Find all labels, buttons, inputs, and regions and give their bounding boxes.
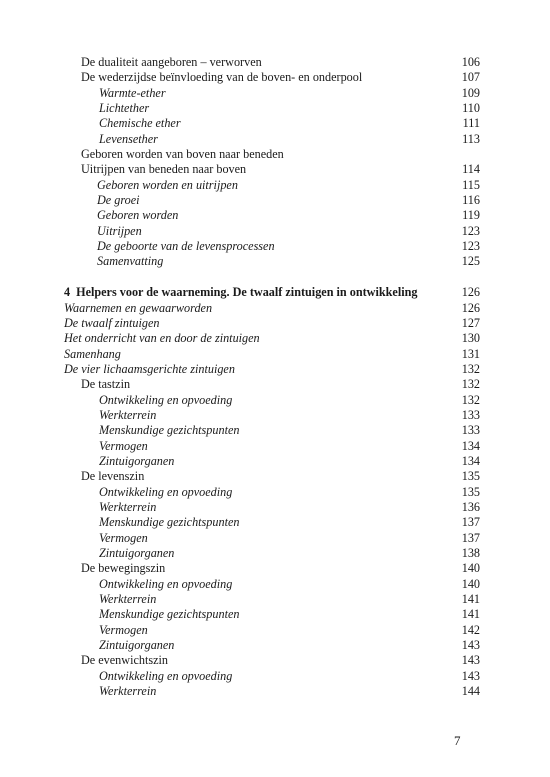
- toc-entry-title: Vermogen: [99, 622, 148, 637]
- toc-entry-page-number: 135: [461, 484, 480, 499]
- toc-entry: [64, 208, 480, 223]
- toc-entry-title: Zintuigorganen: [99, 546, 175, 560]
- toc-entry-page-number: 130: [461, 331, 480, 346]
- toc-entry: [64, 316, 480, 331]
- toc-entry: [64, 623, 480, 638]
- toc-entry-page-number: 119: [462, 208, 480, 223]
- toc-entry: [64, 239, 480, 254]
- table-of-contents: [64, 55, 480, 699]
- toc-entry-title: Werkterrein: [99, 499, 157, 514]
- toc-entry-page-number: 107: [461, 70, 480, 85]
- toc-entry: [64, 515, 480, 530]
- toc-entry-page-number: 133: [461, 407, 480, 422]
- toc-entry-title: Vermogen: [99, 530, 148, 545]
- section-gap: [64, 270, 480, 285]
- toc-entry-page-number: 110: [462, 101, 480, 116]
- toc-entry: [64, 55, 480, 70]
- toc-entry: [64, 101, 480, 116]
- toc-entry-title: Geboren worden: [97, 208, 179, 223]
- toc-entry-page-number: 135: [461, 469, 480, 484]
- toc-entry-page-number: 131: [461, 346, 480, 361]
- toc-entry-title: De groei: [97, 193, 140, 208]
- toc-entry: [64, 70, 480, 85]
- toc-entry-title: Chemische ether: [99, 116, 181, 131]
- toc-entry-title: Waarnemen en gewaarworden: [64, 300, 213, 315]
- toc-entry-title: De geboorte van de levensprocessen: [97, 239, 275, 254]
- toc-entry-page-number: 141: [461, 607, 480, 622]
- toc-entry: [64, 577, 480, 592]
- toc-entry: [64, 592, 480, 607]
- toc-entry-page-number: 126: [461, 300, 480, 315]
- toc-entry-title: De evenwichtszin: [81, 653, 168, 668]
- toc-entry-page-number: 137: [461, 515, 480, 530]
- toc-entry-title: Geboren worden van boven naar beneden: [81, 147, 284, 162]
- toc-entry: [64, 377, 480, 392]
- chapter-title: [64, 285, 417, 300]
- toc-entry: [64, 653, 480, 668]
- toc-entry-title: De dualiteit aangeboren – verworven: [81, 55, 262, 69]
- chapter-title-text: Helpers voor de waarneming. De twaalf zintuigen in ontwikkeling: [76, 285, 418, 300]
- toc-entry-title: De vier lichaamsgerichte zintuigen: [64, 361, 235, 376]
- toc-entry: [64, 393, 480, 408]
- toc-entry-title: Het onderricht van en door de zintuigen: [64, 331, 260, 346]
- toc-entry-page-number: 143: [461, 653, 480, 668]
- toc-entry-page-number: 134: [461, 438, 480, 453]
- toc-entry-page-number: 138: [461, 546, 480, 560]
- toc-entry-title: Werkterrein: [99, 684, 157, 699]
- toc-entry: [64, 301, 480, 316]
- toc-entry: [64, 193, 480, 208]
- page-number: 7: [454, 733, 461, 748]
- toc-entry: [64, 116, 480, 131]
- toc-entry-title: Samenhang: [64, 346, 121, 361]
- toc-entry: [64, 684, 480, 699]
- toc-entry-title: De bewegingszin: [81, 561, 166, 576]
- toc-entry-page-number: 123: [461, 239, 480, 254]
- toc-entry-title: Ontwikkeling en opvoeding: [99, 484, 233, 499]
- toc-entry: [64, 86, 480, 101]
- toc-entry-title: Warmte-ether: [99, 85, 166, 100]
- toc-entry-title: Werkterrein: [99, 592, 157, 607]
- toc-entry-title: Vermogen: [99, 438, 148, 453]
- toc-entry: [64, 669, 480, 684]
- toc-entry-page-number: 143: [461, 668, 480, 683]
- toc-chapter-heading: [64, 285, 480, 300]
- toc-entry: [64, 638, 480, 653]
- toc-entry: [64, 147, 480, 162]
- toc-entry-title: Uitrijpen: [97, 223, 142, 238]
- toc-entry: [64, 178, 480, 193]
- toc-entry-title: Menskundige gezichtspunten: [99, 607, 240, 622]
- toc-section-chapter-3-continued: [64, 55, 480, 270]
- toc-entry-page-number: 111: [462, 116, 480, 131]
- toc-entry-page-number: 133: [461, 423, 480, 438]
- toc-entry: [64, 607, 480, 622]
- toc-entry: [64, 362, 480, 377]
- toc-entry: [64, 423, 480, 438]
- toc-entry-page-number: 116: [462, 193, 480, 208]
- toc-entry-page-number: 136: [461, 499, 480, 514]
- toc-entry-page-number: 125: [461, 254, 480, 269]
- chapter-page-number: 126: [461, 285, 480, 300]
- toc-entry: [64, 254, 480, 269]
- toc-entry-page-number: 114: [462, 162, 480, 177]
- toc-entry-page-number: 132: [461, 361, 480, 376]
- toc-entry-page-number: 127: [461, 315, 480, 330]
- toc-entry-title: Geboren worden en uitrijpen: [97, 177, 238, 192]
- toc-entry-page-number: 113: [462, 131, 480, 146]
- toc-entry-page-number: 140: [461, 561, 480, 576]
- toc-entry-page-number: 142: [461, 622, 480, 637]
- toc-section-chapter-4: [64, 301, 480, 700]
- toc-entry-page-number: 140: [461, 576, 480, 591]
- toc-entry-title: Menskundige gezichtspunten: [99, 515, 240, 530]
- toc-entry: [64, 224, 480, 239]
- toc-entry-title: Zintuigorganen: [99, 453, 175, 468]
- toc-entry: [64, 546, 480, 561]
- toc-entry: [64, 561, 480, 576]
- toc-entry-page-number: 132: [461, 377, 480, 392]
- toc-entry: [64, 347, 480, 362]
- toc-entry-title: Zintuigorganen: [99, 638, 175, 653]
- toc-entry: [64, 132, 480, 147]
- toc-entry-title: Ontwikkeling en opvoeding: [99, 392, 233, 407]
- toc-entry-title: Ontwikkeling en opvoeding: [99, 668, 233, 683]
- toc-entry: [64, 408, 480, 423]
- toc-entry-title: Levensether: [99, 131, 158, 146]
- toc-entry: [64, 531, 480, 546]
- toc-entry-page-number: 141: [461, 592, 480, 607]
- toc-entry-page-number: 109: [461, 85, 480, 100]
- toc-entry: [64, 439, 480, 454]
- toc-entry-title: De wederzijdse beïnvloeding van de boven- en onderpool: [81, 70, 363, 85]
- toc-entry-title: Samenvatting: [97, 254, 164, 269]
- toc-entry: [64, 500, 480, 515]
- toc-entry: [64, 331, 480, 346]
- toc-entry-page-number: 137: [461, 530, 480, 545]
- toc-entry-title: De tastzin: [81, 377, 131, 392]
- toc-entry-title: De levenszin: [81, 469, 145, 484]
- toc-entry-page-number: 143: [461, 638, 480, 653]
- chapter-number: 4: [64, 285, 71, 300]
- toc-entry-title: De twaalf zintuigen: [64, 315, 160, 330]
- toc-entry-page-number: 134: [461, 453, 480, 468]
- toc-entry-title: Werkterrein: [99, 407, 157, 422]
- toc-entry-page-number: 123: [461, 223, 480, 238]
- toc-entry: [64, 454, 480, 469]
- toc-entry-title: Menskundige gezichtspunten: [99, 423, 240, 438]
- toc-entry-page-number: 115: [462, 177, 480, 192]
- toc-entry-page-number: 106: [461, 55, 480, 69]
- toc-entry: [64, 469, 480, 484]
- toc-entry: [64, 162, 480, 177]
- toc-entry-title: Uitrijpen van beneden naar boven: [81, 162, 247, 177]
- toc-entry-title: Lichtether: [99, 101, 150, 116]
- toc-entry: [64, 485, 480, 500]
- toc-entry-page-number: 144: [461, 684, 480, 699]
- toc-entry-page-number: 132: [461, 392, 480, 407]
- toc-entry-title: Ontwikkeling en opvoeding: [99, 576, 233, 591]
